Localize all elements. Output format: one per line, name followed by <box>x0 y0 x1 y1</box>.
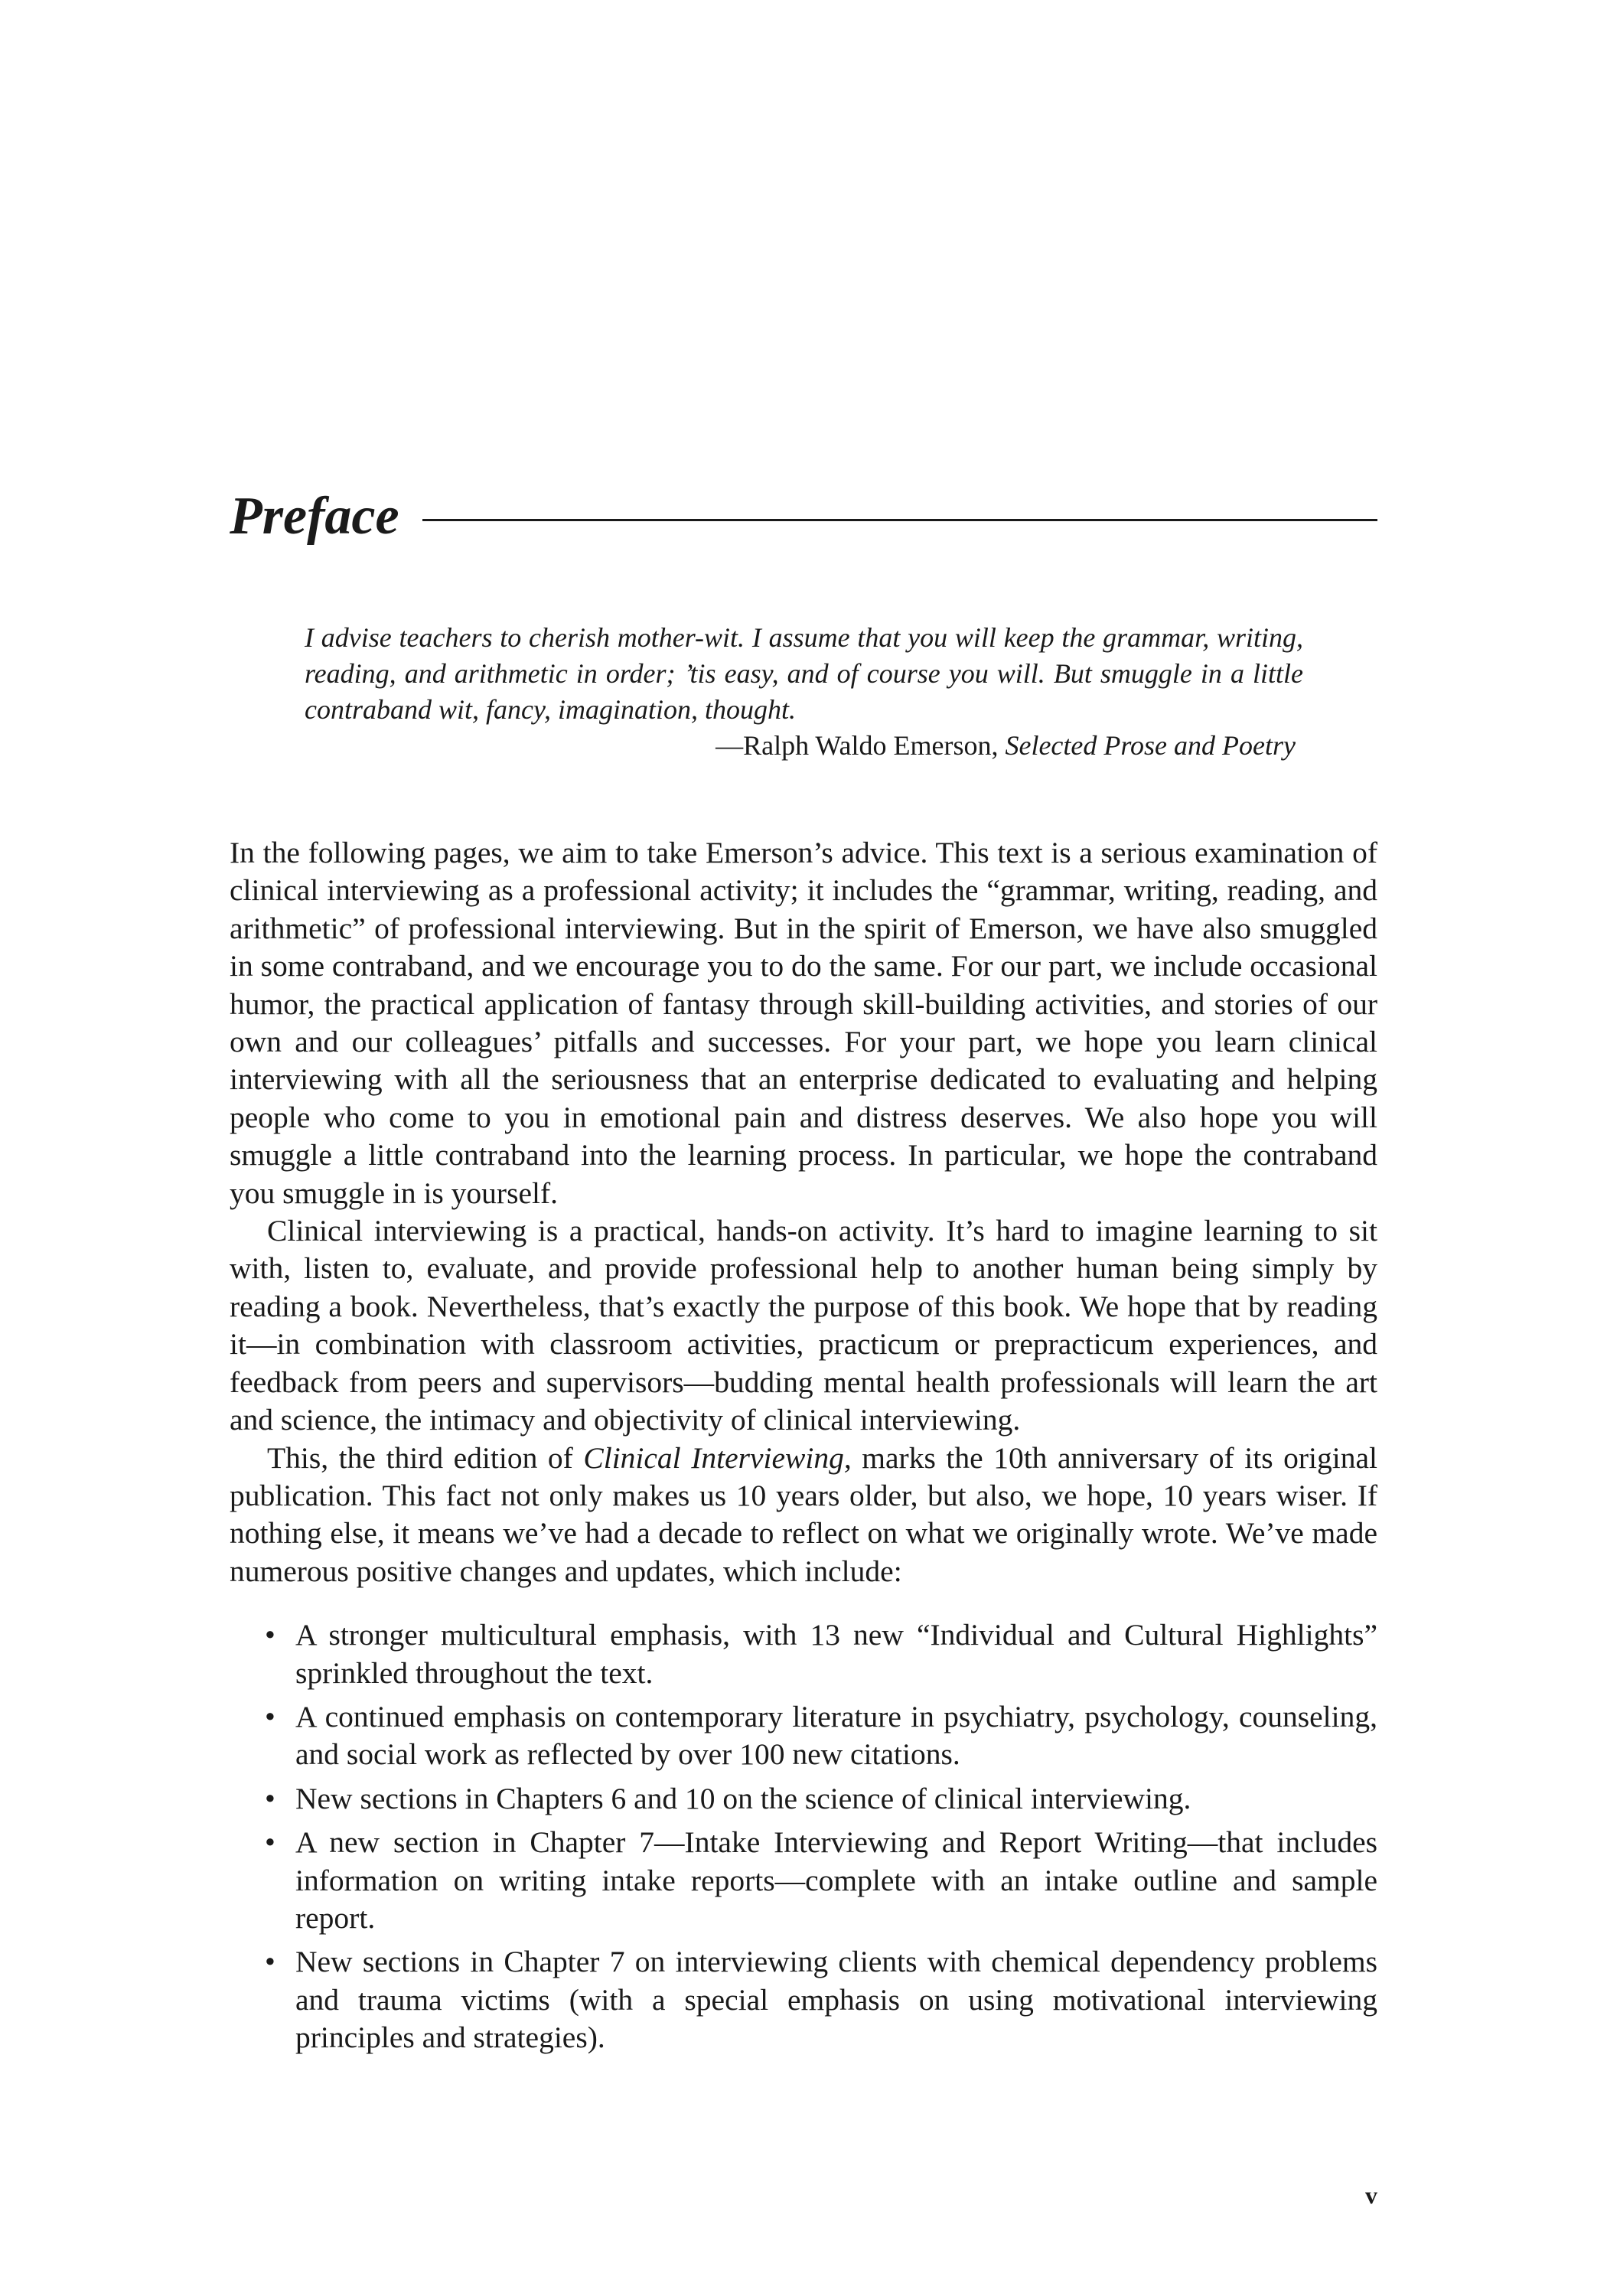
preface-body <box>230 834 1377 2063</box>
heading-rule <box>422 519 1377 521</box>
bullet-icon: • <box>265 1945 275 1979</box>
preface-heading-row <box>230 482 1377 551</box>
list-item <box>230 1824 1377 1937</box>
epigraph <box>305 620 1303 764</box>
bullet-icon: • <box>265 1781 275 1815</box>
paragraph-2: Clinical interviewing is a practical, hands-on activity. It’s hard to imagine learning to sit with, listen to, evaluate, and provide professional help to another human being simply by reading a book. Nevertheless, that’s exactly the purpose of this book. We hope that by reading it—in combination with classroom activities, practicum or prepracticum experiences, and feedback from peers and supervisors—budding mental health professionals will learn the art and science, the intimacy and objectivity of clinical interviewing. <box>230 1214 1377 1437</box>
list-item-text: A stronger multicultural emphasis, with 13 new “Individual and Cultural Highlights” sprinkled throughout the text. <box>295 1618 1377 1690</box>
epigraph-author: —Ralph Waldo Emerson, <box>715 730 1006 761</box>
paragraph-3-rest: marks the 10th anniversary of its original publication. This fact not only makes us 10 years older, but also, we hope, 10 years wiser. If nothing else, it means we’ve had a decade to reflect on what we originally wrote. We’ve made numerous positive changes and updates, which include: <box>230 1440 1377 1588</box>
paragraph-1: In the following pages, we aim to take Emerson’s advice. This text is a serious examination of clinical interviewing as a professional activity; it includes the “grammar, writing, reading, and arithmetic” of professional interviewing. But in the spirit of Emerson, we have also smuggled in some contraband, and we encourage you to do the same. For our part, we include occasional humor, the practical application of fantasy through skill-building activities, and stories of our own and our colleagues’ pitfalls and successes. For your part, we hope you learn clinical interviewing with all the seriousness that an enterprise dedicated to evaluating and helping people who come to you in emotional pain and distress deserves. We also hope you will smuggle a little contraband into the learning process. In particular, we hope the contraband you smuggle in is yourself. <box>230 836 1377 1210</box>
list-item <box>230 1780 1377 1818</box>
list-item-text: New sections in Chapters 6 and 10 on the science of clinical interviewing. <box>295 1781 1191 1815</box>
epigraph-quote: I advise teachers to cherish mother-wit. I assume that you will keep the grammar, writing, reading, and arithmetic in order; ’tis easy, and of course you will. But smuggle in a little contraband wit, fancy, imagination, thought. <box>305 622 1303 725</box>
bullet-icon: • <box>265 1618 275 1652</box>
list-item-text: A new section in Chapter 7—Intake Interviewing and Report Writing—that includes information on writing intake reports—complete with an intake outline and sample report. <box>295 1825 1377 1935</box>
paragraph-3-intro: This, the third edition of <box>267 1440 584 1475</box>
page-title: Preface <box>230 487 399 546</box>
book-title: Clinical Interviewing, <box>583 1440 852 1475</box>
list-item-text: A continued emphasis on contemporary literature in psychiatry, psychology, counseling, and social work as reflected by over 100 new citations. <box>295 1699 1377 1772</box>
changes-list <box>230 1616 1377 2056</box>
list-item <box>230 1616 1377 1692</box>
list-item <box>230 1698 1377 1774</box>
epigraph-attribution <box>305 728 1303 764</box>
page-number: v <box>1365 2181 1377 2209</box>
epigraph-work-title: Selected Prose and Poetry <box>1005 730 1296 761</box>
bullet-icon: • <box>265 1825 275 1860</box>
list-item-text: New sections in Chapter 7 on interviewing clients with chemical dependency problems and trauma victims (with a special emphasis on using motivational interviewing principles and strategies). <box>295 1945 1377 2055</box>
bullet-icon: • <box>265 1699 275 1733</box>
list-item <box>230 1943 1377 2056</box>
paragraph-3 <box>230 1440 1377 1591</box>
